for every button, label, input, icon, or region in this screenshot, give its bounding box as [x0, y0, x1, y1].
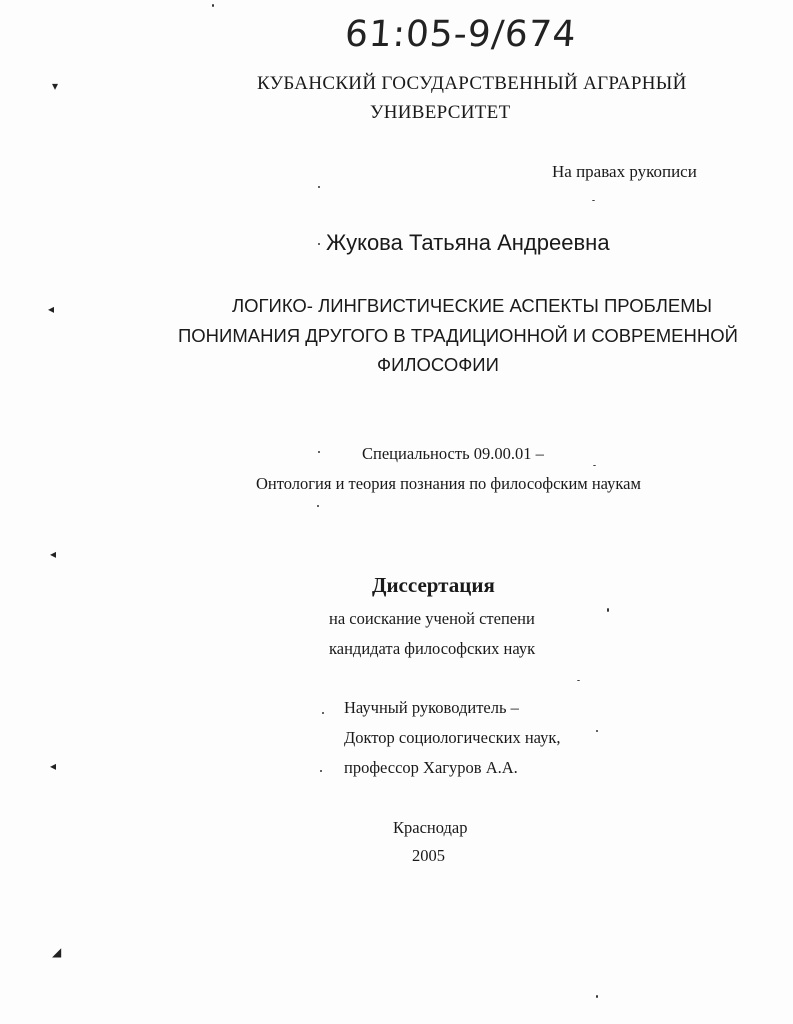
degree-line1: на соискание ученой степени: [329, 609, 535, 628]
specialty-code: Специальность 09.00.01 –: [362, 444, 544, 463]
scan-speck: [318, 186, 320, 188]
scan-mark-2: ◂: [48, 302, 55, 316]
scan-speck: [317, 505, 319, 507]
scan-speck: [320, 770, 322, 772]
scan-mark-5: ◢: [52, 945, 62, 959]
specialty-name: Онтология и теория познания по философским наукам: [256, 474, 641, 493]
city: Краснодар: [393, 818, 468, 837]
dissertation-title-line2: ПОНИМАНИЯ ДРУГОГО В ТРАДИЦИОННОЙ И СОВРЕМЕННОЙ: [178, 325, 738, 346]
year: 2005: [412, 846, 445, 865]
dissertation-title-line3: ФИЛОСОФИИ: [377, 354, 499, 375]
supervisor-degree: Доктор социологических наук,: [344, 728, 561, 747]
scan-speck: [593, 465, 596, 466]
supervisor-name: профессор Хагуров А.А.: [344, 758, 518, 777]
scan-speck: [322, 712, 324, 714]
author-name: Жукова Татьяна Андреевна: [326, 230, 610, 255]
scan-speck: [607, 608, 609, 612]
degree-line2: кандидата философских наук: [329, 639, 536, 658]
scan-speck: [577, 680, 580, 681]
scan-speck: [592, 200, 595, 201]
scan-mark-1: ▾: [52, 79, 59, 93]
dissertation-title-line1: ЛОГИКО- ЛИНГВИСТИЧЕСКИЕ АСПЕКТЫ ПРОБЛЕМЫ: [232, 295, 713, 316]
scan-mark-3: ◂: [50, 547, 57, 561]
scan-speck: [212, 4, 214, 7]
scan-speck: [596, 730, 598, 732]
supervisor-label: Научный руководитель –: [344, 698, 519, 717]
scan-speck: [318, 243, 320, 245]
scan-speck: [318, 451, 320, 453]
scan-mark-4: ◂: [50, 759, 57, 773]
scan-speck: [596, 995, 598, 998]
institution-name-line1: КУБАНСКИЙ ГОСУДАРСТВЕННЫЙ АГРАРНЫЙ: [257, 73, 687, 94]
institution-name-line2: УНИВЕРСИТЕТ: [370, 102, 511, 123]
archive-number-handwritten: 61:05-9/674: [343, 14, 578, 55]
work-type-heading: Диссертация: [372, 573, 495, 597]
manuscript-rights-note: На правах рукописи: [552, 162, 697, 181]
